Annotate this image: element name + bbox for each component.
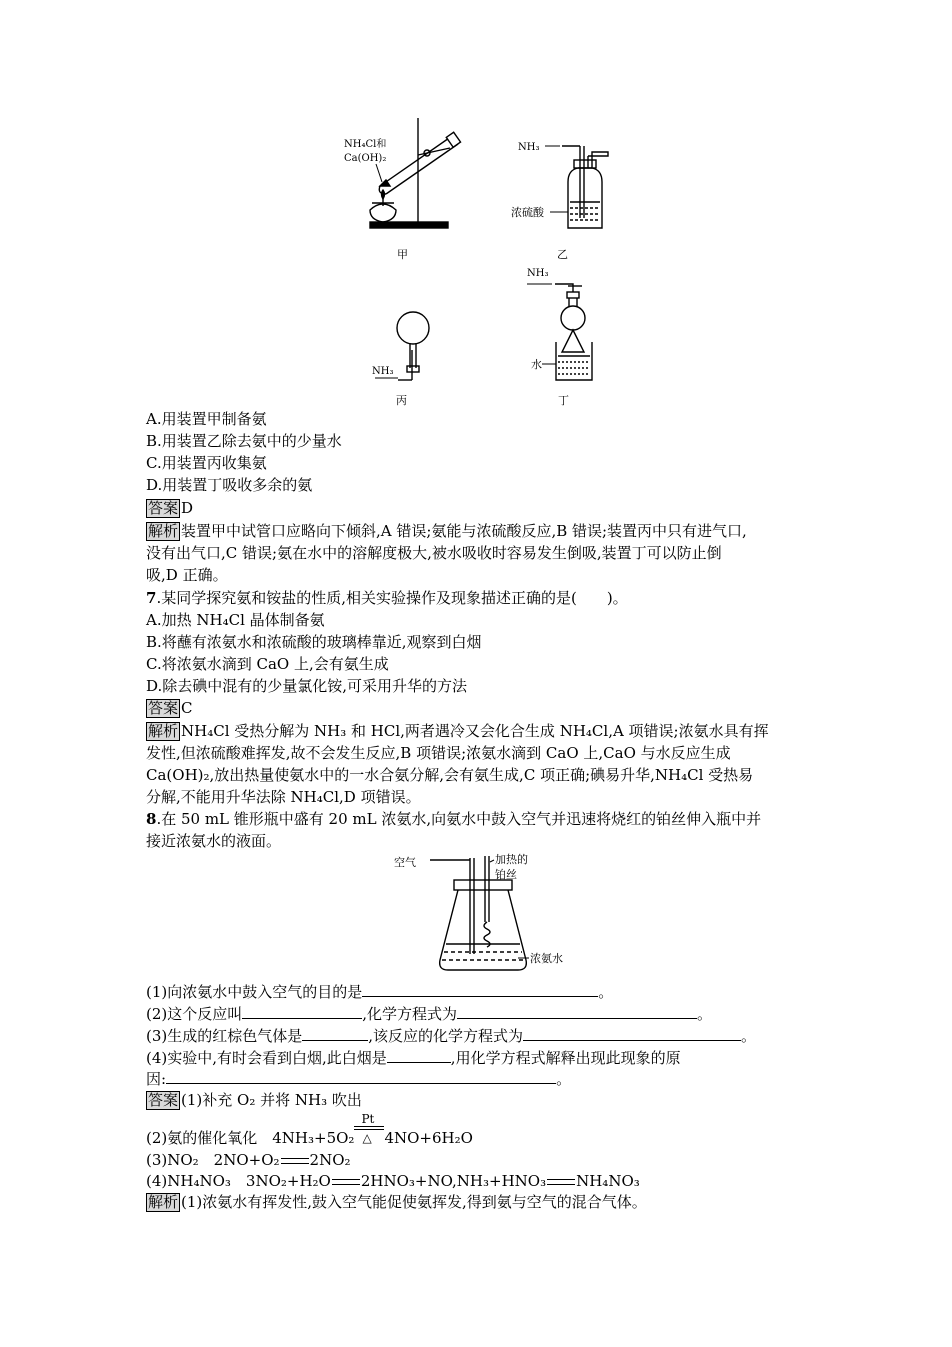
question-number: 7 bbox=[146, 589, 157, 607]
q7-option-a: A.加热 NH₄Cl 晶体制备氨 bbox=[146, 611, 325, 629]
flask-air-label: 空气 bbox=[394, 856, 416, 869]
q8-analysis: 解析 (1)浓氨水有挥发性,鼓入空气能促使氨挥发,得到氨与空气的混合气体。 bbox=[148, 1193, 647, 1211]
apparatus-yi bbox=[562, 146, 608, 228]
q6-option-a: A.用装置甲制备氨 bbox=[146, 410, 267, 428]
answer-blank[interactable] bbox=[302, 1025, 368, 1041]
q7-option-d: D.除去碘中混有的少量氯化铵,可采用升华的方法 bbox=[146, 677, 468, 695]
equals-sign bbox=[332, 1179, 360, 1185]
q8-stem-line-1: 8.在 50 mL 锥形瓶中盛有 20 mL 浓氨水,向氨水中鼓入空气并迅速将烧红的铂丝伸入瓶中并 bbox=[146, 810, 762, 828]
q7-analysis-line-1: 解析 NH₄Cl 受热分解为 NH₃ 和 HCl,两者遇冷又会化合生成 NH₄Cl,A 项错误;浓氨水具有挥 bbox=[148, 722, 769, 740]
yi-caption: 乙 bbox=[557, 248, 568, 261]
answer-tag: 答案 bbox=[148, 499, 179, 517]
analysis-tag: 解析 bbox=[148, 522, 179, 540]
equals-sign bbox=[281, 1158, 309, 1164]
answer-blank[interactable] bbox=[457, 1003, 697, 1019]
flask-pt-label-2: 铂丝 bbox=[495, 868, 517, 881]
answer-blank[interactable] bbox=[387, 1047, 451, 1063]
ding-gas-label: NH₃ bbox=[527, 268, 549, 279]
q6-option-d: D.用装置丁吸收多余的氨 bbox=[146, 476, 313, 494]
apparatus-figure bbox=[330, 110, 630, 410]
q8-answer-3: (3)NO₂ 2NO+O₂ 2NO₂ bbox=[146, 1151, 351, 1169]
answer-blank[interactable] bbox=[362, 981, 598, 997]
answer-value: D bbox=[181, 499, 194, 517]
q8-answer-1: 答案 (1)补充 O₂ 并将 NH₃ 吹出 bbox=[148, 1091, 362, 1109]
q8-part-4: (4)实验中,有时会看到白烟,此白烟是 ,用化学方程式解释出现此现象的原 bbox=[146, 1049, 681, 1067]
q8-part-2: (2)这个反应叫 ,化学方程式为 。 bbox=[146, 1005, 713, 1023]
q7-answer: 答案 C bbox=[148, 699, 193, 717]
answer-tag: 答案 bbox=[148, 1091, 179, 1109]
answer-blank[interactable] bbox=[523, 1025, 741, 1041]
q7-option-b: B.将蘸有浓氨水和浓硫酸的玻璃棒靠近,观察到白烟 bbox=[146, 633, 482, 651]
apparatus-ding bbox=[555, 284, 592, 380]
q8-part-4-cont: 因: 。 bbox=[146, 1070, 572, 1088]
q6-option-b: B.用装置乙除去氨中的少量水 bbox=[146, 432, 342, 450]
bing-gas-label: NH₃ bbox=[372, 366, 394, 377]
question-number: 8 bbox=[146, 810, 157, 828]
q6-analysis-line-3: 吸,D 正确。 bbox=[146, 566, 228, 584]
q6-analysis-line-2: 没有出气口,C 错误;氨在水中的溶解度极大,被水吸收时容易发生倒吸,装置丁可以防止倒 bbox=[146, 544, 722, 562]
q8-answer-4: (4)NH₄NO₃ 3NO₂+H₂O 2HNO₃+NO,NH₃+HNO₃ NH₄NO₃ bbox=[146, 1172, 640, 1190]
reaction-condition: Pt △ bbox=[354, 1128, 384, 1148]
jia-caption: 甲 bbox=[397, 248, 408, 261]
flask-liquid-label: 浓氨水 bbox=[530, 952, 563, 965]
q7-analysis-line-3: Ca(OH)₂,放出热量使氨水中的一水合氨分解,会有氨生成,C 项正确;碘易升华,NH₄Cl 受热易 bbox=[146, 766, 754, 784]
bing-caption: 丙 bbox=[396, 394, 407, 407]
q8-stem-line-2: 接近浓氨水的液面。 bbox=[146, 832, 282, 850]
equals-sign bbox=[547, 1179, 575, 1185]
analysis-tag: 解析 bbox=[148, 722, 179, 740]
yi-gas-label: NH₃ bbox=[518, 142, 540, 153]
erlenmeyer-flask-figure bbox=[390, 850, 580, 980]
q6-answer bbox=[146, 498, 193, 518]
answer-tag: 答案 bbox=[148, 699, 179, 717]
q6-option-c: C.用装置丙收集氨 bbox=[146, 454, 267, 472]
flask-pt-label-1: 加热的 bbox=[495, 853, 528, 866]
q8-part-3: (3)生成的红棕色气体是 ,该反应的化学方程式为 。 bbox=[146, 1027, 757, 1045]
answer-blank[interactable] bbox=[242, 1003, 362, 1019]
yi-liquid-label: 浓硫酸 bbox=[511, 206, 544, 219]
ding-liquid-label: 水 bbox=[531, 358, 542, 371]
q7-option-c: C.将浓氨水滴到 CaO 上,会有氨生成 bbox=[146, 655, 389, 673]
q7-analysis-line-4: 分解,不能用升华法除 NH₄Cl,D 项错误。 bbox=[146, 788, 421, 806]
apparatus-bing bbox=[397, 312, 429, 380]
apparatus-jia bbox=[370, 118, 461, 228]
q7-stem: 7.某同学探究氨和铵盐的性质,相关实验操作及现象描述正确的是( )。 bbox=[146, 589, 628, 607]
analysis-tag: 解析 bbox=[148, 1193, 179, 1211]
answer-blank[interactable] bbox=[166, 1068, 556, 1084]
q8-answer-2: (2)氨的催化氧化 4NH₃+5O₂ Pt △ 4NO+6H₂O bbox=[146, 1112, 473, 1147]
ding-caption: 丁 bbox=[558, 394, 569, 407]
q8-part-1: (1)向浓氨水中鼓入空气的目的是 。 bbox=[146, 983, 614, 1001]
jia-label-reagent-2: Ca(OH)₂ bbox=[344, 153, 387, 164]
q6-analysis-line-1: 解析 装置甲中试管口应略向下倾斜,A 错误;氨能与浓硫酸反应,B 错误;装置丙中只有进气口, bbox=[148, 522, 747, 540]
jia-label-reagent-1: NH₄Cl和 bbox=[344, 139, 387, 150]
q7-analysis-line-2: 发性,但浓硫酸难挥发,故不会发生反应,B 项错误;浓氨水滴到 CaO 上,CaO 与水反应生成 bbox=[146, 744, 731, 762]
